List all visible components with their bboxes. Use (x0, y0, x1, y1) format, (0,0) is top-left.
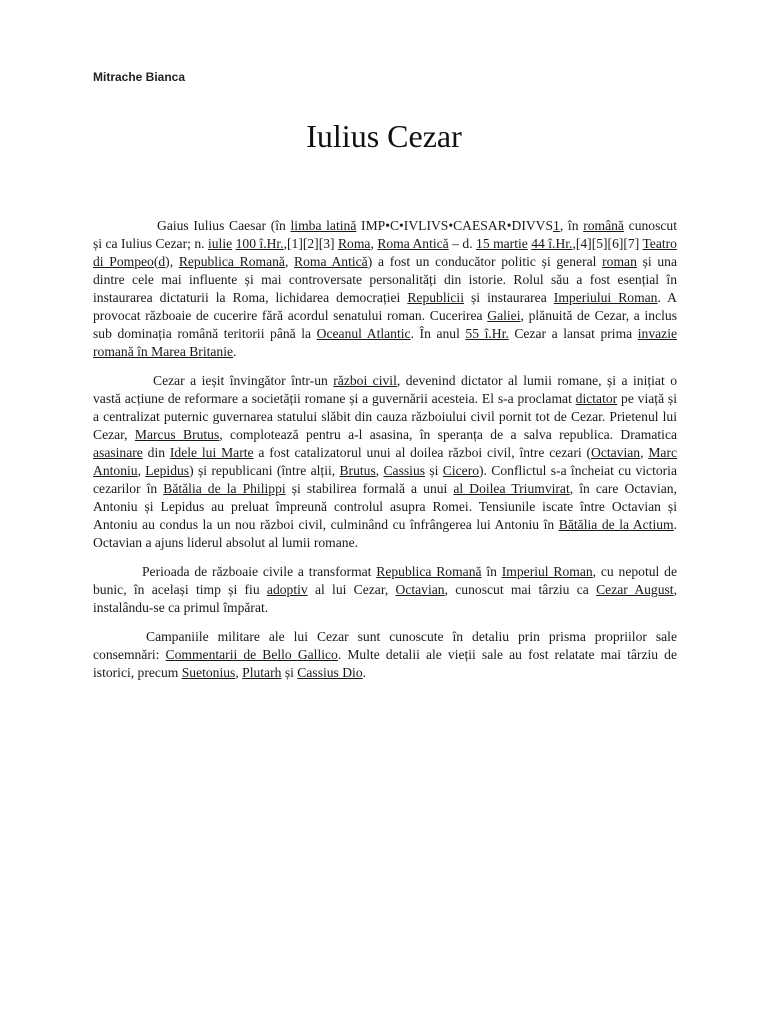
hyperlink[interactable]: Roma Antică (377, 236, 449, 251)
hyperlink[interactable]: invazie romană în Marea Britanie (93, 326, 678, 359)
text-run: ) și republicani (între alții, (189, 463, 340, 478)
text-run: ,[1][2][3] (283, 236, 338, 251)
text-run: . Multe detalii ale vieții sale au fost relatate mai târziu de istorici, precum (93, 647, 677, 680)
text-run: Perioada de războaie civile a transformat (142, 564, 377, 579)
hyperlink[interactable]: 1 (553, 218, 560, 233)
text-run: Campaniile militare ale lui Cezar sunt cunoscute în detaliu prin prisma propriilor sale consemnări: (93, 629, 677, 662)
hyperlink[interactable]: Brutus (339, 463, 376, 478)
text-run: , în care Octavian, Antoniu și Lepidus au preluat împreună controlul asupra Romei. Tensiunile iscate între Octavian și Antoniu au condus la un nou război civil, culminând cu înfrângerea lui Antoniu în (93, 481, 677, 532)
hyperlink[interactable]: 100 î.Hr. (235, 236, 284, 251)
hyperlink[interactable]: Oceanul Atlantic (316, 326, 411, 341)
hyperlink[interactable]: adoptiv (266, 582, 308, 597)
text-run: ( (153, 254, 159, 269)
text-run: ) a fost un conducător politic și general (367, 254, 603, 269)
hyperlink[interactable]: Marc Antoniu (93, 445, 678, 478)
hyperlink[interactable]: Bătălia de la Philippi (163, 481, 286, 496)
hyperlink[interactable]: Cicero (442, 463, 480, 478)
hyperlink[interactable]: roman (602, 254, 637, 269)
text-run: al lui Cezar, (307, 582, 396, 597)
text-run: a fost catalizatorul unui al doilea război civil, între cezari ( (253, 445, 591, 460)
text-run: , plănuită de Cezar, a inclus sub dominația română teritorii până la (93, 308, 678, 341)
text-run: și (425, 463, 443, 478)
hyperlink[interactable]: Marcus Brutus (134, 427, 220, 442)
hyperlink[interactable]: Idele lui Marte (169, 445, 254, 460)
hyperlink[interactable]: 44 î.Hr. (531, 236, 573, 251)
text-run: . Octavian a ajuns liderul absolut al lumii romane. (93, 517, 678, 550)
paragraph-4 (93, 628, 677, 682)
hyperlink[interactable]: 55 î.Hr. (465, 326, 509, 341)
hyperlink[interactable]: română (583, 218, 624, 233)
hyperlink[interactable]: Galiei (487, 308, 521, 323)
hyperlink[interactable]: Imperiul Roman (501, 564, 593, 579)
text-run: IMP•C•IVLIVS•CAESAR•DIVVS (356, 218, 554, 233)
text-run: , (370, 236, 378, 251)
text-run: . A provocat războaie de cucerire fără acordul senatului roman. Cucerirea (93, 290, 677, 323)
text-run: , cu nepotul de bunic, în același timp și fiu (93, 564, 677, 597)
text-run: ). Conflictul s-a încheiat cu victoria cezarilor în (93, 463, 677, 496)
text-run: . (362, 665, 367, 680)
text-run: din (142, 445, 170, 460)
text-run: , (375, 463, 384, 478)
text-run: Cezar a ieșit învingător într-un (153, 373, 334, 388)
hyperlink[interactable]: Commentarii de Bello Gallico (165, 647, 338, 662)
hyperlink[interactable]: Roma (337, 236, 371, 251)
text-run: ,[4][5][6][7] (572, 236, 643, 251)
text-run: . (233, 344, 237, 359)
text-run: pe viață și a centralizat puternic guvernarea statului slăbit din cauza războiului civil pornit tot de Cezar. Prietenul lui Cezar, (93, 391, 677, 442)
hyperlink[interactable]: Plutarh (242, 665, 282, 680)
hyperlink[interactable]: limba latină (290, 218, 357, 233)
hyperlink[interactable]: Imperiului Roman (553, 290, 658, 305)
hyperlink[interactable]: 15 martie (476, 236, 528, 251)
text-run: Gaius Iulius Caesar (în (157, 218, 291, 233)
text-run: și (281, 665, 298, 680)
text-run: , cunoscut mai târziu ca (444, 582, 597, 597)
text-run: ), (165, 254, 179, 269)
text-run: în (481, 564, 502, 579)
document-body (93, 217, 677, 693)
text-run: , complotează pentru a-l asasina, în speranța de a salva republica. Dramatica (219, 427, 678, 442)
hyperlink[interactable]: Cassius Dio (297, 665, 363, 680)
hyperlink[interactable]: Cezar August (596, 582, 674, 597)
hyperlink[interactable]: Roma Antică (294, 254, 368, 269)
hyperlink[interactable]: Bătălia de la Actium (558, 517, 674, 532)
document-title: Iulius Cezar (306, 118, 462, 154)
hyperlink[interactable]: d (158, 254, 166, 269)
text-run: și stabilirea formală a unui (285, 481, 454, 496)
text-run: și instaurarea (463, 290, 554, 305)
text-run: , (284, 254, 295, 269)
text-run: , devenind dictator al lumii romane, și a inițiat o vastă acțiune de reformare a societății romane și a guvernării acesteia. El s-a proclamat (93, 373, 677, 406)
hyperlink[interactable]: al Doilea Triumvirat (453, 481, 570, 496)
hyperlink[interactable]: asasinare (93, 445, 143, 460)
text-run: . În anul (410, 326, 466, 341)
hyperlink[interactable]: război civil (333, 373, 397, 388)
hyperlink[interactable]: Teatro di Pompeo (93, 236, 677, 269)
hyperlink[interactable]: Suetonius (181, 665, 236, 680)
text-run: , în (559, 218, 584, 233)
text-run: Cezar a lansat prima (508, 326, 638, 341)
hyperlink[interactable]: Octavian (395, 582, 445, 597)
text-run: , (235, 665, 243, 680)
text-run: și una dintre cele mai influente și mai controversate personalități din istorie. Rolul său a fost esențial în instaurarea dictaturii la Roma, lichidarea democrației (93, 254, 677, 305)
author-name: Mitrache Bianca (93, 70, 186, 84)
hyperlink[interactable]: Lepidus (145, 463, 190, 478)
hyperlink[interactable]: Octavian (591, 445, 641, 460)
hyperlink[interactable]: Cassius (383, 463, 426, 478)
hyperlink[interactable]: dictator (575, 391, 618, 406)
paragraph-1 (93, 217, 677, 361)
hyperlink[interactable]: Republicii (407, 290, 464, 305)
paragraph-2 (93, 372, 677, 552)
text-run: , (640, 445, 649, 460)
hyperlink[interactable]: Republica Romană (376, 564, 482, 579)
text-run: – d. (448, 236, 477, 251)
hyperlink[interactable]: Republica Romană (178, 254, 285, 269)
text-run: , instalându-se ca primul împărat. (93, 582, 677, 615)
hyperlink[interactable]: iulie (207, 236, 233, 251)
paragraph-3 (93, 563, 677, 617)
text-run: cunoscut și ca Iulius Cezar; n. (93, 218, 677, 251)
text-run: , (137, 463, 146, 478)
